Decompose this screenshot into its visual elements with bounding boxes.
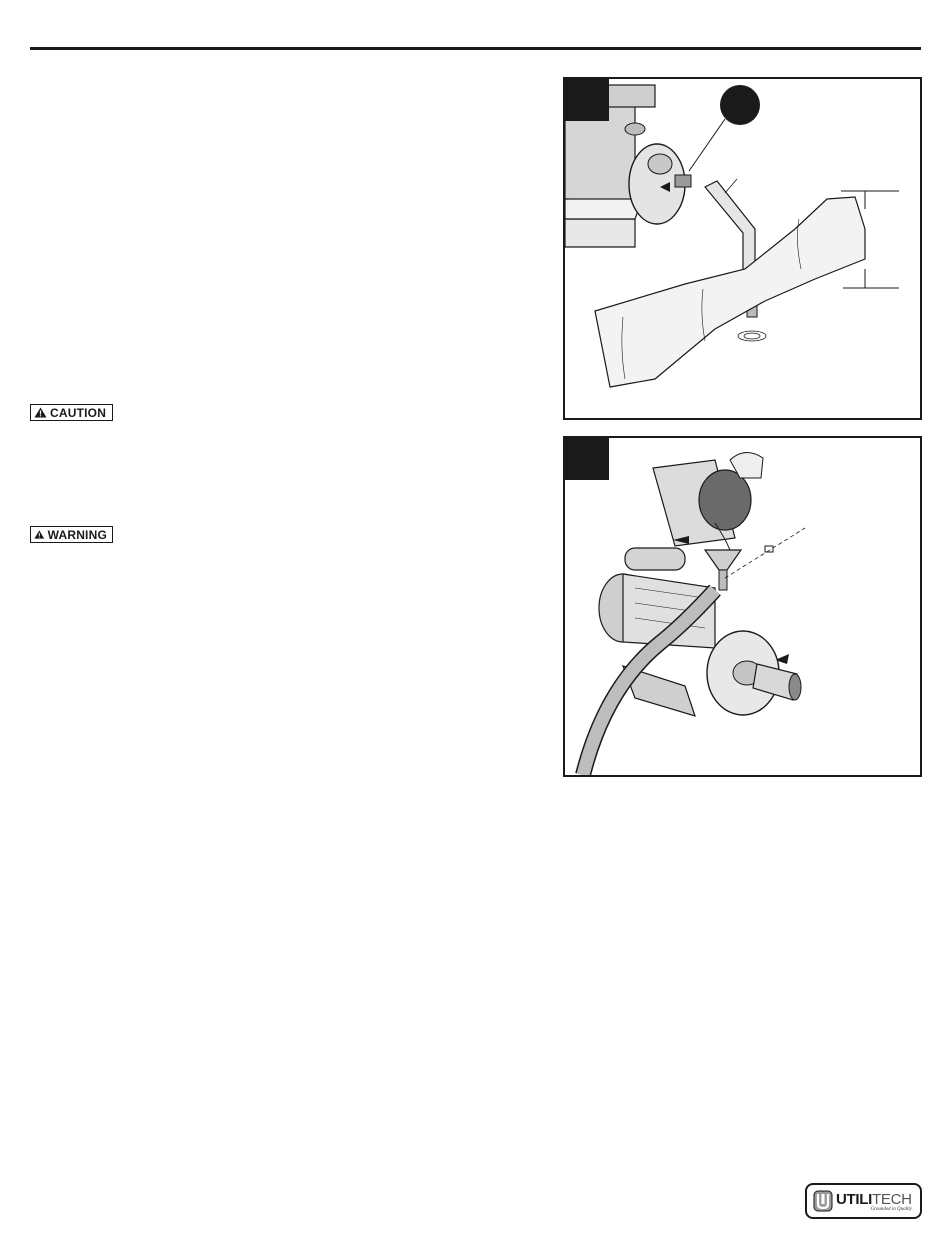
figure-1 — [563, 77, 922, 420]
warning-triangle-icon — [34, 529, 45, 540]
header-rule — [30, 47, 921, 50]
pump-suction-line-illustration — [565, 79, 920, 418]
figure-number-tab — [565, 79, 609, 121]
pump-priming-illustration — [565, 438, 920, 775]
utilitech-logo — [805, 1183, 922, 1219]
figure-number-tab — [565, 438, 609, 480]
brand-secondary: TECH — [872, 1191, 912, 1208]
caution-label: CAUTION — [50, 405, 107, 420]
figure-2 — [563, 436, 922, 777]
warning-label: WARNING — [47, 527, 107, 542]
brand-primary: UTILI — [836, 1191, 872, 1208]
warning-triangle-icon — [34, 407, 47, 418]
caution-badge — [30, 404, 113, 421]
warning-badge — [30, 526, 113, 543]
utilitech-u-icon — [813, 1190, 833, 1212]
brand-tagline: Grounded in Quality — [870, 1207, 912, 1212]
brand-wordmark — [836, 1191, 912, 1208]
